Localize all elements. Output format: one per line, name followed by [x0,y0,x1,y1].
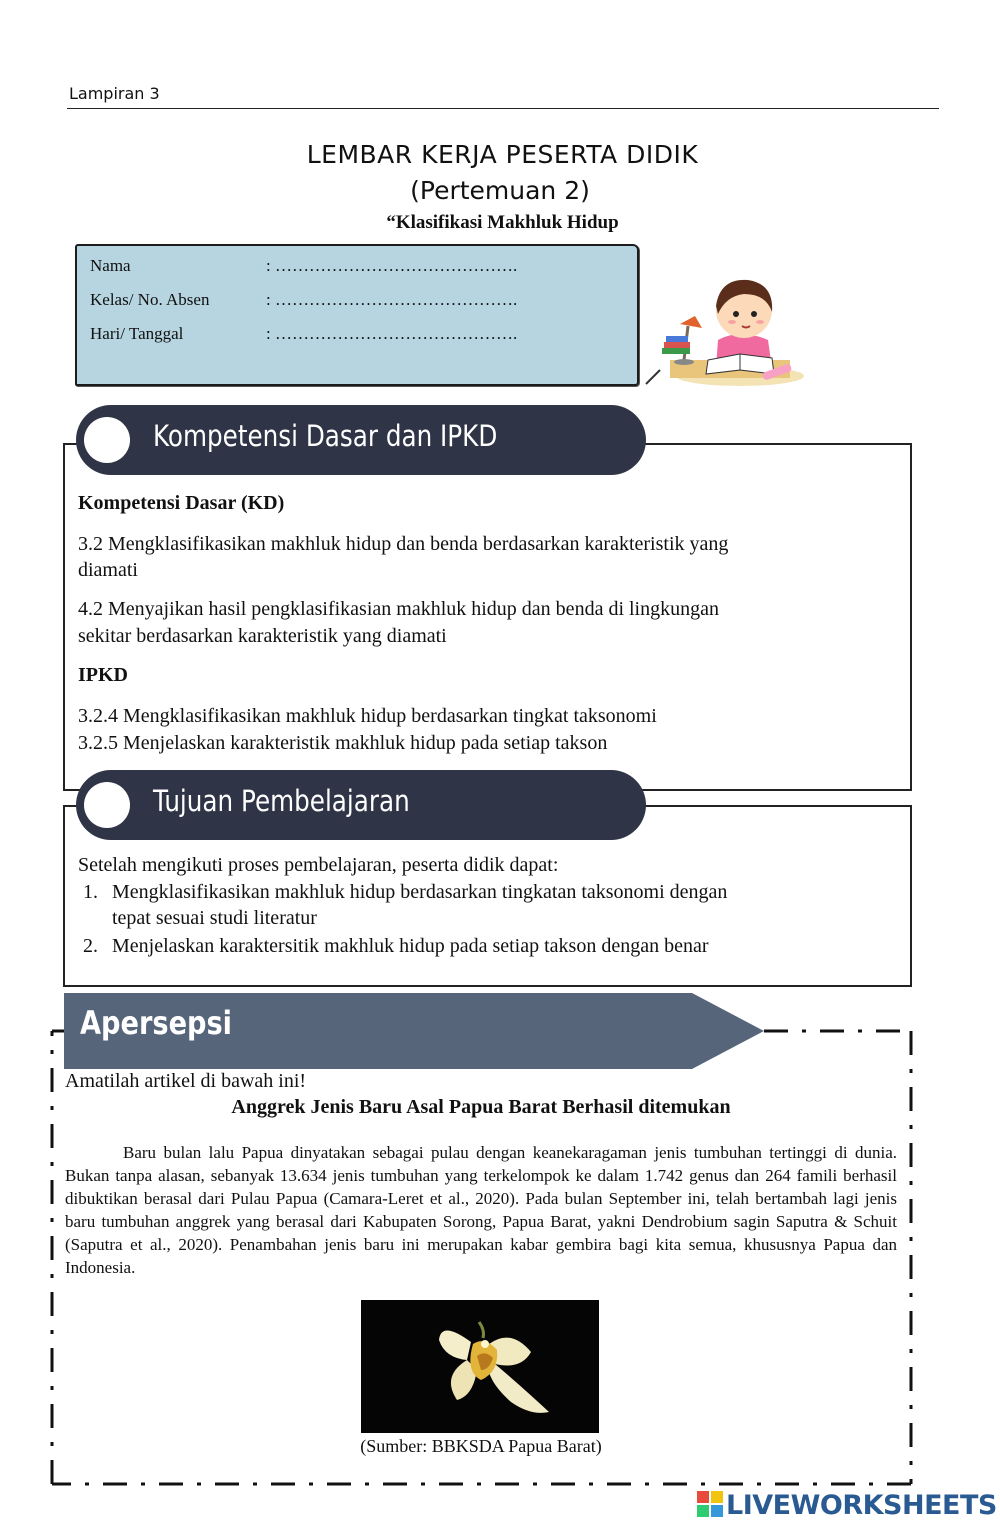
kd-item-1-line1: 3.2 Mengklasifikasikan makhluk hidup dan benda berdasarkan karakteristik yang [78,533,729,555]
identity-label: Hari/ Tanggal [90,324,184,343]
ipkd-item-2: 3.2.5 Menjelaskan karakteristik makhluk hidup pada setiap takson [78,732,608,754]
tujuan-item-1-line2: tepat sesuai studi literatur [112,907,317,929]
ipkd-item-1: 3.2.4 Mengklasifikasikan makhluk hidup berdasarkan tingkat taksonomi [78,705,657,727]
list-number: 1. [83,881,98,903]
orchid-photo [361,1300,599,1433]
page-topic: “Klasifikasi Makhluk Hidup [386,212,619,233]
kd-item-2-line2: sekitar berdasarkan karakteristik yang diamati [78,625,447,647]
kd-item-2-line1: 4.2 Menyajikan hasil pengklasifikasian makhluk hidup dan benda di lingkungan [78,598,719,620]
apersepsi-heading: Apersepsi [80,1004,233,1042]
ipkd-title: IPKD [78,664,128,686]
identity-label: Kelas/ No. Absen [90,290,210,309]
list-number: 2. [83,935,98,957]
hari-tanggal-field[interactable]: : ……………………………………. [266,324,518,343]
photo-caption: (Sumber: BBKSDA Papua Barat) [360,1436,602,1456]
nama-field[interactable]: : ……………………………………. [266,256,518,275]
tujuan-intro: Setelah mengikuti proses pembelajaran, peserta didik dapat: [78,854,559,876]
page-subtitle: (Pertemuan 2) [410,176,590,205]
page-title: LEMBAR KERJA PESERTA DIDIK [306,140,699,169]
lampiran-label: Lampiran 3 [69,84,160,103]
identity-label: Nama [90,256,131,275]
kd-title: Kompetensi Dasar (KD) [78,492,285,514]
apersepsi-instruction: Amatilah artikel di bawah ini! [65,1070,307,1092]
article-body [65,1141,897,1279]
tujuan-item-2-line1: Menjelaskan karaktersitik makhluk hidup pada setiap takson dengan benar [112,935,709,957]
kd-item-1-line2: diamati [78,559,138,581]
tujuan-item-1-line1: Mengklasifikasikan makhluk hidup berdasarkan tingkatan taksonomi dengan [112,881,728,903]
article-paragraph: Baru bulan lalu Papua dinyatakan sebagai pulau dengan keanekaragaman jenis tumbuhan tertinggi di dunia. Bukan tanpa alasan, sebanyak 13.634 jenis tumbuhan yang terkelompok ke dalam 1.742 genus dan 264 famili berhasil dibuktikan berasal dari Pulau Papua (Camara-Leret et al., 2020). Pada bulan September ini, telah bertambah lagi jenis baru tumbuhan anggrek yang berasal dari Kabupaten Sorong, Papua Barat, yakni Dendrobium sagin Saputra & Schuit (Saputra et al., 2020). Penambahan jenis baru ini merupakan kabar gembira bagi kita semua, khususnya Papua dan Indonesia. [65,1143,897,1277]
liveworksheets-text: LIVEWORKSHEETS [726,1490,997,1521]
liveworksheets-logo [697,1490,997,1521]
tujuan-heading: Tujuan Pembelajaran [153,784,410,818]
kompetensi-heading: Kompetensi Dasar dan IPKD [153,419,498,453]
liveworksheets-badge-icon [697,1491,723,1517]
kelas-absen-field[interactable]: : ……………………………………. [266,290,518,309]
article-title: Anggrek Jenis Baru Asal Papua Barat Berhasil ditemukan [231,1096,731,1118]
